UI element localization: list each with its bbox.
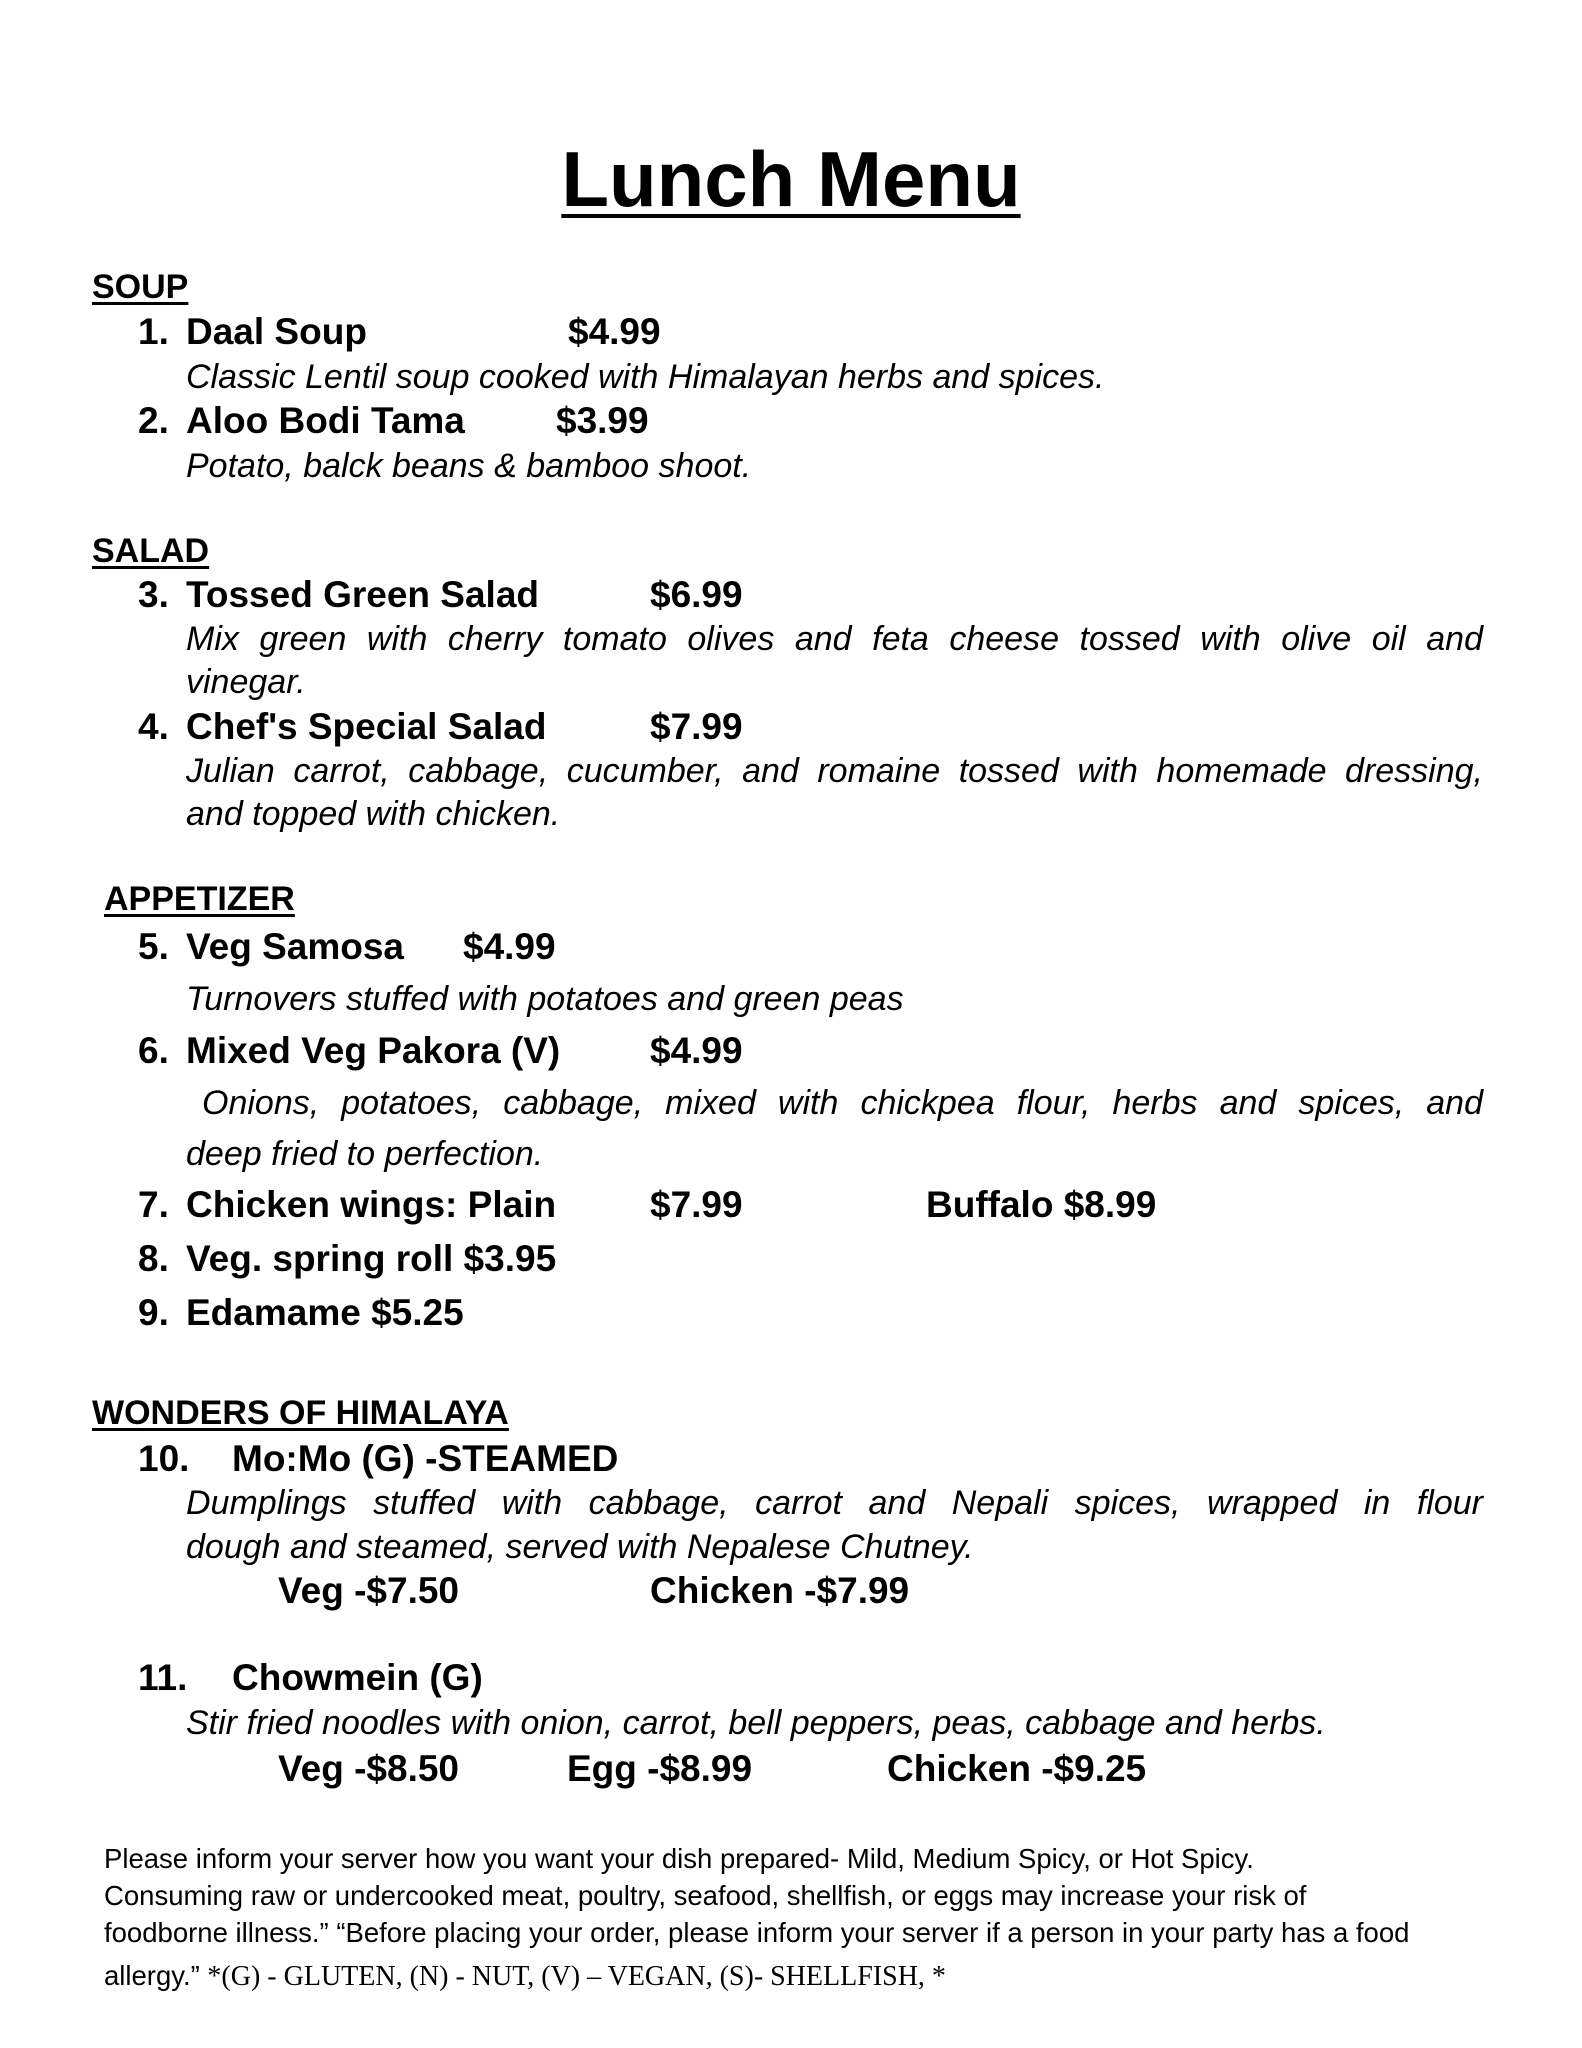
item-description-cont: vinegar. [186,663,306,701]
item-option-price: Chicken -$7.99 [650,1570,910,1611]
item-description: Classic Lentil soup cooked with Himalayan herbs and spices. [186,358,1105,396]
item-price: $7.99 [650,706,743,747]
allergy-note [104,1960,946,1993]
item-name: Veg Samosa [186,926,405,967]
item-name: Edamame $5.25 [186,1292,464,1333]
item-name: Veg. spring roll $3.95 [186,1238,557,1279]
item-price: $7.99 [650,1184,743,1225]
item-option-price: Veg -$7.50 [278,1570,460,1611]
item-name: Daal Soup [186,311,367,352]
item-number: 11. [138,1657,188,1698]
section-heading-appetizer: APPETIZER [104,880,295,918]
page-title: Lunch Menu [561,135,1021,223]
item-number: 8. [138,1238,169,1279]
item-description: Julian carrot, cabbage, cucumber, and romaine tossed with homemade dressing, [186,752,1483,790]
item-name: Aloo Bodi Tama [186,400,465,441]
section-heading-salad: SALAD [92,532,210,570]
section-heading-soup: SOUP [92,268,189,306]
section-heading-himalaya: WONDERS OF HIMALAYA [92,1394,509,1432]
item-description: Mix green with cherry tomato olives and feta cheese tossed with olive oil and [186,620,1483,658]
item-number: 9. [138,1292,169,1333]
item-number: 1. [138,311,169,352]
item-description: Onions, potatoes, cabbage, mixed with chickpea flour, herbs and spices, and [202,1084,1483,1122]
item-name: Mixed Veg Pakora (V) [186,1030,561,1071]
item-option-price: Chicken -$9.25 [887,1748,1147,1789]
item-option-price: Veg -$8.50 [278,1748,460,1789]
allergy-note-text: allergy.” [104,1960,208,1991]
item-name: Mo:Mo (G) -STEAMED [232,1438,619,1479]
item-price: $3.99 [556,400,649,441]
item-name: Tossed Green Salad [186,574,539,615]
item-description: Potato, balck beans & bamboo shoot. [186,447,752,485]
item-description: Stir fried noodles with onion, carrot, bell peppers, peas, cabbage and herbs. [186,1704,1326,1742]
item-price: $4.99 [568,311,661,352]
allergen-legend: *(G) - GLUTEN, (N) - NUT, (V) – VEGAN, (S)- SHELLFISH, * [207,1961,946,1992]
item-option-price: Egg -$8.99 [567,1748,753,1789]
item-description: Turnovers stuffed with potatoes and green peas [186,980,904,1018]
item-description-cont: deep fried to perfection. [186,1135,544,1173]
spice-note: Please inform your server how you want your dish prepared- Mild, Medium Spicy, or Hot Spicy. [104,1843,1254,1874]
item-price: $4.99 [463,926,556,967]
item-description-cont: dough and steamed, served with Nepalese Chutney. [186,1528,974,1566]
item-description-cont: and topped with chicken. [186,795,561,833]
consumer-advisory-cont: foodborne illness.” “Before placing your order, please inform your server if a person in your party has a food [104,1917,1410,1948]
item-description: Dumplings stuffed with cabbage, carrot and Nepali spices, wrapped in flour [186,1484,1483,1522]
item-name: Chowmein (G) [232,1657,483,1698]
item-number: 5. [138,926,169,967]
item-price: $4.99 [650,1030,743,1071]
item-number: 3. [138,574,169,615]
item-number: 4. [138,706,169,747]
item-number: 10. [138,1438,190,1479]
item-alt-price: Buffalo $8.99 [926,1184,1157,1225]
item-number: 2. [138,400,169,441]
item-name: Chicken wings: Plain [186,1184,557,1225]
item-name: Chef's Special Salad [186,706,547,747]
item-price: $6.99 [650,574,743,615]
item-number: 6. [138,1030,169,1071]
item-number: 7. [138,1184,169,1225]
consumer-advisory: Consuming raw or undercooked meat, poultry, seafood, shellfish, or eggs may increase your risk of [104,1880,1307,1911]
